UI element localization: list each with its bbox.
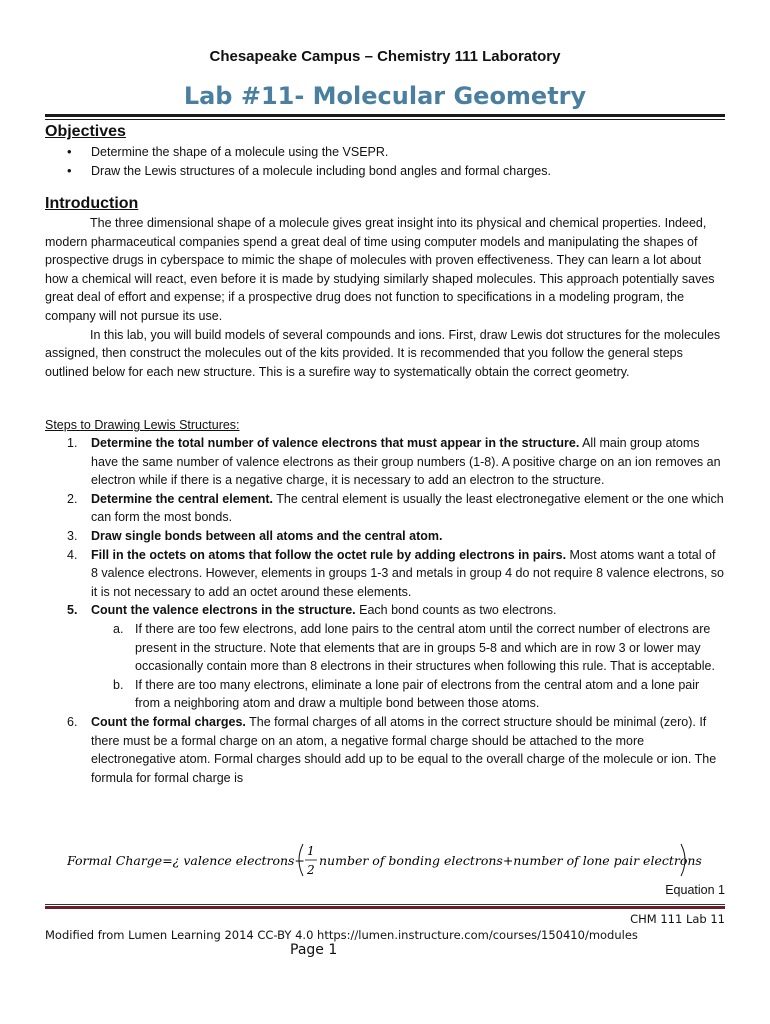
list-item: • Determine the shape of a molecule using the VSEPR. — [45, 143, 725, 162]
campus-header: Chesapeake Campus – Chemistry 111 Laboratory — [209, 48, 561, 65]
step-item: 2. Determine the central element. The central element is usually the least electronegative element or the one which can form the most bonds. — [67, 491, 724, 525]
step-item: 1. Determine the total number of valence electrons that must appear in the structure. All main group atoms have the same number of valence electrons as their group numbers (1-8). A positive charge on an ion removes an electron while if there is a negative charge, it is necessary to add an electron to the structure. — [67, 436, 721, 488]
introduction-body — [45, 214, 725, 381]
sub-step-item: a. If there are too few electrons, add lone pairs to the central atom until the correct number of electrons are present in the structure. Note that elements that are in groups 5-8 and which are in row 3 or lower may occasionally contain more than 8 electrons in their structures when following this rule. That is acceptable. — [113, 621, 715, 674]
fraction-denominator: 2 — [307, 863, 315, 877]
title-rule-thin — [45, 119, 725, 120]
steps-heading: Steps to Drawing Lewis Structures: — [45, 418, 240, 432]
list-item: • Draw the Lewis structures of a molecule including bond angles and formal charges. — [45, 162, 725, 181]
steps-list — [45, 434, 725, 787]
footer-rule-thin — [45, 904, 725, 905]
step-5-sublist — [91, 620, 725, 713]
fraction-numerator: 1 — [307, 844, 315, 858]
page-number: Page 1 — [290, 942, 338, 958]
intro-paragraph-1: The three dimensional shape of a molecule gives great insight into its physical and chemical properties. Indeed, modern pharmaceutical companies spend a great deal of time using computer models and manipulating the shapes of prospective drugs in cyberspace to mimic the shape of molecules with proven effectiveness. They can learn a lot about how a chemical will react, even before it is made by studying similarly shaped molecules. This approach potentially saves great deal of effort and expense; if a prospective drug does not function to specifications in a modeling program, the company will not pursue its use. — [45, 216, 715, 323]
objectives-heading: Objectives — [45, 123, 126, 140]
license-credit: Modified from Lumen Learning 2014 CC-BY 4.0 https://lumen.instructure.com/courses/150410/modules — [45, 928, 638, 942]
course-code: CHM 111 Lab 11 — [630, 912, 725, 926]
introduction-heading: Introduction — [45, 195, 139, 212]
step-item: 6. Count the formal charges. The formal charges of all atoms in the correct structure should be minimal (zero). If there must be a formal charge on an atom, a negative formal charge should be attached to the more electronegative atom. Formal charges should add up to be equal to the overall charge of the molecule or ion. The formula for formal charge is — [67, 714, 717, 785]
step-item: 5. Count the valence electrons in the structure. Each bond counts as two electrons. a. If there are too few electrons, add lone pairs to the central atom until the correct number of electrons are present in the structure. Note that elements that are in groups 5-8 and which are in row 3 or lower may occasionally contain more than 8 electrons in their structures when following this rule. That is acceptable. b. If there are too many electrons, eliminate a lone pair of electrons from the central atom and a lone pair from a neighboring atom and draw a multiple bond between those atoms. — [45, 601, 725, 713]
step-item: 3. Draw single bonds between all atoms and the central atom. — [67, 528, 443, 543]
sub-step-item: b. If there are too many electrons, eliminate a lone pair of electrons from the central atom and a lone pair from a neighboring atom and draw a multiple bond between those atoms. — [113, 677, 700, 711]
intro-paragraph-2: In this lab, you will build models of several compounds and ions. First, draw Lewis dot structures for the molecules assigned, then construct the molecules out of the kits provided. It is recommended that you follow the general steps outlined below for each new structure. This is a surefire way to systematically obtain the correct geometry. — [45, 327, 721, 379]
formal-charge-formula — [67, 840, 707, 880]
formula-rhs: number of bonding electrons+number of lone pair electrons — [319, 853, 702, 868]
lab-title: Lab #11- Molecular Geometry — [183, 82, 587, 110]
equation-label: Equation 1 — [665, 883, 725, 897]
title-rule — [45, 114, 725, 117]
step-item: 4. Fill in the octets on atoms that follow the octet rule by adding electrons in pairs. Most atoms want a total of 8 valence electrons. However, elements in groups 1-3 and metals in group 4 do not require 8 valence electrons, so it is not necessary to add an octet around these elements. — [67, 547, 725, 599]
footer-rule — [45, 906, 725, 909]
objectives-list — [45, 143, 725, 180]
formula-lhs: Formal Charge=¿ valence electrons− — [67, 853, 305, 868]
